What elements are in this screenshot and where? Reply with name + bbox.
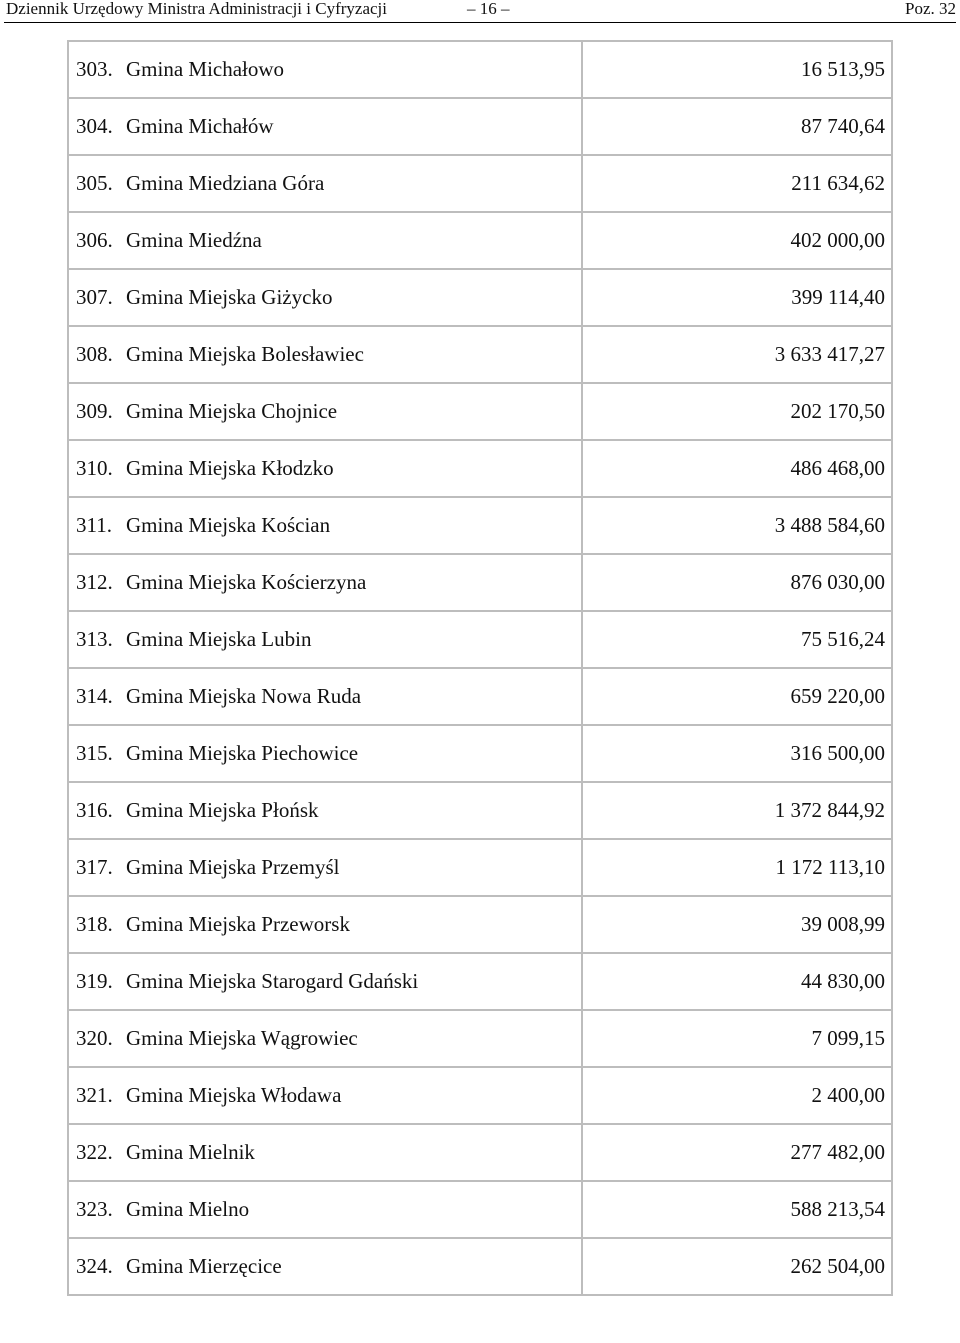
municipality-name: Gmina Mielnik [126,1140,255,1164]
municipality-cell [68,1181,582,1238]
row-number: 308. [76,342,113,366]
municipality-name: Gmina Miejska Giżycko [126,285,333,309]
municipality-name: Gmina Miejska Lubin [126,627,312,651]
row-number: 315. [76,741,113,765]
table-row [68,725,892,782]
page-number: – 16 – [467,0,510,18]
municipality-cell [68,1067,582,1124]
municipality-name: Gmina Miejska Przemyśl [126,855,340,879]
municipality-cell [68,440,582,497]
row-number: 312. [76,570,113,594]
allocation-table-body [68,41,892,1295]
table-row [68,326,892,383]
table-row [68,155,892,212]
row-number: 309. [76,399,113,423]
row-number: 323. [76,1197,113,1221]
municipality-cell [68,41,582,98]
municipality-name: Gmina Michałów [126,114,274,138]
amount-cell: 3 488 584,60 [582,497,892,554]
row-number: 320. [76,1026,113,1050]
row-number: 303. [76,57,113,81]
municipality-name: Gmina Miejska Kościan [126,513,331,537]
municipality-cell [68,1124,582,1181]
municipality-name: Gmina Miejska Bolesławiec [126,342,364,366]
row-number: 306. [76,228,113,252]
amount-cell: 202 170,50 [582,383,892,440]
row-number: 310. [76,456,113,480]
municipality-cell [68,269,582,326]
municipality-name: Gmina Miejska Przeworsk [126,912,350,936]
table-row [68,554,892,611]
municipality-cell [68,554,582,611]
municipality-name: Gmina Mierzęcice [126,1254,282,1278]
amount-cell: 486 468,00 [582,440,892,497]
row-number: 313. [76,627,113,651]
journal-title: Dziennik Urzędowy Ministra Administracji i Cyfryzacji [6,0,387,18]
row-number: 305. [76,171,113,195]
table-row [68,1067,892,1124]
amount-cell: 16 513,95 [582,41,892,98]
amount-cell: 402 000,00 [582,212,892,269]
table-row [68,839,892,896]
row-number: 318. [76,912,113,936]
amount-cell: 588 213,54 [582,1181,892,1238]
municipality-name: Gmina Michałowo [126,57,285,81]
table-row [68,98,892,155]
municipality-name: Gmina Mielno [126,1197,250,1221]
amount-cell: 2 400,00 [582,1067,892,1124]
municipality-name: Gmina Miejska Chojnice [126,399,338,423]
municipality-name: Gmina Miejska Starogard Gdański [126,969,419,993]
amount-cell: 262 504,00 [582,1238,892,1295]
row-number: 314. [76,684,113,708]
table-row [68,41,892,98]
amount-cell: 316 500,00 [582,725,892,782]
row-number: 322. [76,1140,113,1164]
municipality-cell [68,953,582,1010]
municipality-cell [68,668,582,725]
municipality-cell [68,725,582,782]
amount-cell: 1 172 113,10 [582,839,892,896]
municipality-cell [68,155,582,212]
municipality-name: Gmina Miejska Kościerzyna [126,570,367,594]
amount-cell: 39 008,99 [582,896,892,953]
amount-cell: 3 633 417,27 [582,326,892,383]
municipality-cell [68,212,582,269]
municipality-cell [68,896,582,953]
page-header [0,0,960,22]
municipality-name: Gmina Miejska Płońsk [126,798,319,822]
table-row [68,1238,892,1295]
table-row [68,212,892,269]
table-row [68,440,892,497]
amount-cell: 399 114,40 [582,269,892,326]
row-number: 319. [76,969,113,993]
row-number: 317. [76,855,113,879]
table-row [68,668,892,725]
municipality-cell [68,497,582,554]
table-row [68,1181,892,1238]
table-row [68,497,892,554]
table-row [68,1010,892,1067]
municipality-name: Gmina Miedźna [126,228,262,252]
municipality-name: Gmina Miejska Włodawa [126,1083,342,1107]
amount-cell: 44 830,00 [582,953,892,1010]
municipality-cell [68,383,582,440]
amount-cell: 277 482,00 [582,1124,892,1181]
amount-cell: 87 740,64 [582,98,892,155]
table-row [68,1124,892,1181]
municipality-name: Gmina Miejska Nowa Ruda [126,684,362,708]
row-number: 324. [76,1254,113,1278]
allocation-table [67,40,893,1296]
amount-cell: 1 372 844,92 [582,782,892,839]
municipality-cell [68,98,582,155]
table-row [68,896,892,953]
municipality-name: Gmina Miedziana Góra [126,171,325,195]
row-number: 307. [76,285,113,309]
amount-cell: 659 220,00 [582,668,892,725]
amount-cell: 75 516,24 [582,611,892,668]
table-row [68,383,892,440]
municipality-cell [68,782,582,839]
municipality-cell [68,1010,582,1067]
row-number: 304. [76,114,113,138]
amount-cell: 876 030,00 [582,554,892,611]
table-row [68,782,892,839]
position-number: Poz. 32 [905,0,956,18]
amount-cell: 7 099,15 [582,1010,892,1067]
municipality-name: Gmina Miejska Kłodzko [126,456,334,480]
municipality-name: Gmina Miejska Wągrowiec [126,1026,358,1050]
table-row [68,611,892,668]
header-rule [4,22,956,23]
row-number: 311. [76,513,112,537]
municipality-name: Gmina Miejska Piechowice [126,741,359,765]
municipality-cell [68,326,582,383]
municipality-cell [68,611,582,668]
row-number: 316. [76,798,113,822]
row-number: 321. [76,1083,113,1107]
table-row [68,269,892,326]
table-row [68,953,892,1010]
amount-cell: 211 634,62 [582,155,892,212]
municipality-cell [68,839,582,896]
municipality-cell [68,1238,582,1295]
